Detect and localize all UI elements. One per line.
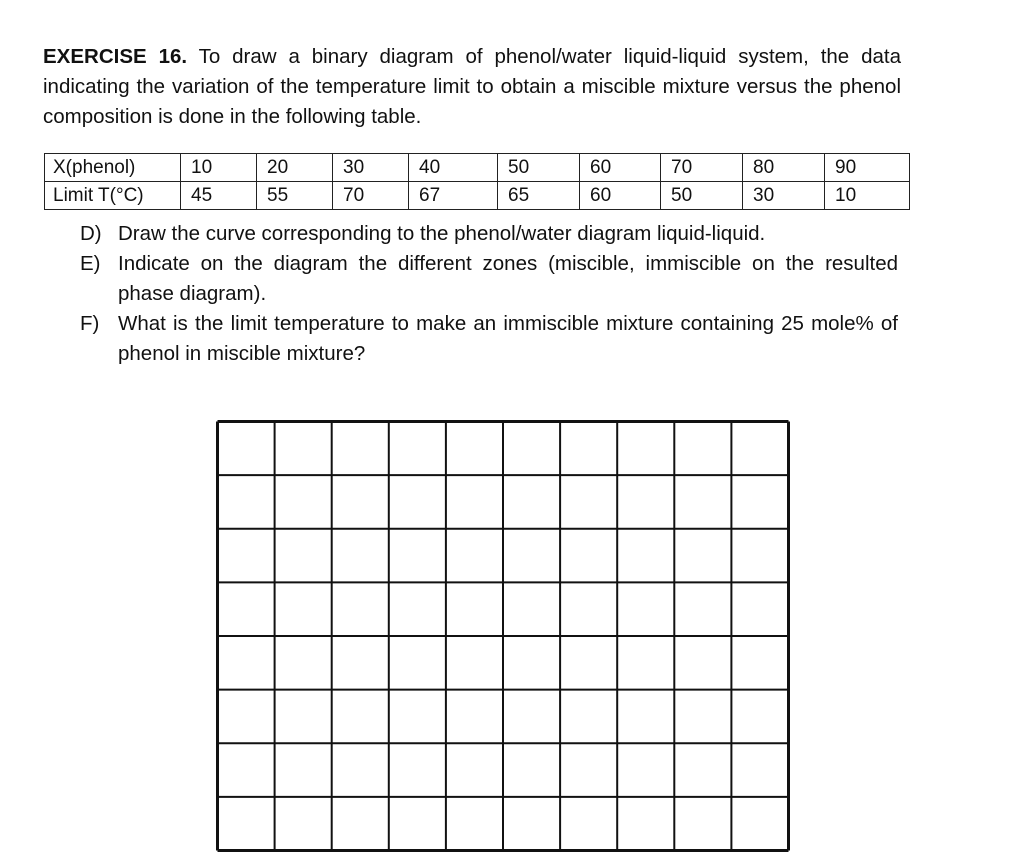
question-e — [80, 249, 898, 309]
table-cell: 60 — [580, 154, 661, 182]
table-row-composition — [45, 154, 910, 182]
question-d — [80, 219, 898, 249]
table-cell: 50 — [498, 154, 580, 182]
table-cell: 70 — [661, 154, 743, 182]
exercise-intro: To draw a binary diagram of phenol/water liquid-liquid system, the data indicating the variation of the temperature limit to obtain a miscible mixture versus the phenol composition is done in the following table. — [43, 45, 901, 128]
table-cell: 10 — [181, 154, 257, 182]
row-header-limit-temperature: Limit T(°C) — [45, 182, 181, 210]
table-cell: 67 — [409, 182, 498, 210]
table-cell: 50 — [661, 182, 743, 210]
question-letter: D) — [80, 222, 102, 245]
table-row-temperature — [45, 182, 910, 210]
table-cell: 70 — [333, 182, 409, 210]
table-cell: 10 — [825, 182, 910, 210]
question-letter: E) — [80, 252, 101, 275]
question-f — [80, 309, 898, 369]
grid-svg — [216, 420, 790, 852]
table-cell: 30 — [743, 182, 825, 210]
table-cell: 40 — [409, 154, 498, 182]
exercise-label: EXERCISE 16. — [43, 45, 188, 68]
row-header-xphenol: X(phenol) — [45, 154, 181, 182]
answer-grid[interactable] — [216, 420, 790, 852]
table-cell: 55 — [257, 182, 333, 210]
table-cell: 80 — [743, 154, 825, 182]
table-cell: 90 — [825, 154, 910, 182]
table-cell: 45 — [181, 182, 257, 210]
question-text: Draw the curve corresponding to the phenol/water diagram liquid-liquid. — [118, 222, 766, 245]
question-letter: F) — [80, 312, 100, 335]
table-cell: 20 — [257, 154, 333, 182]
question-text: What is the limit temperature to make an immiscible mixture containing 25 mole% of phenol in miscible mixture? — [118, 312, 898, 365]
table-cell: 60 — [580, 182, 661, 210]
question-text: Indicate on the diagram the different zones (miscible, immiscible on the resulted phase diagram). — [118, 252, 898, 305]
question-list — [80, 219, 898, 369]
exercise-statement — [43, 42, 901, 132]
data-table — [44, 153, 910, 210]
table-cell: 30 — [333, 154, 409, 182]
table-cell: 65 — [498, 182, 580, 210]
